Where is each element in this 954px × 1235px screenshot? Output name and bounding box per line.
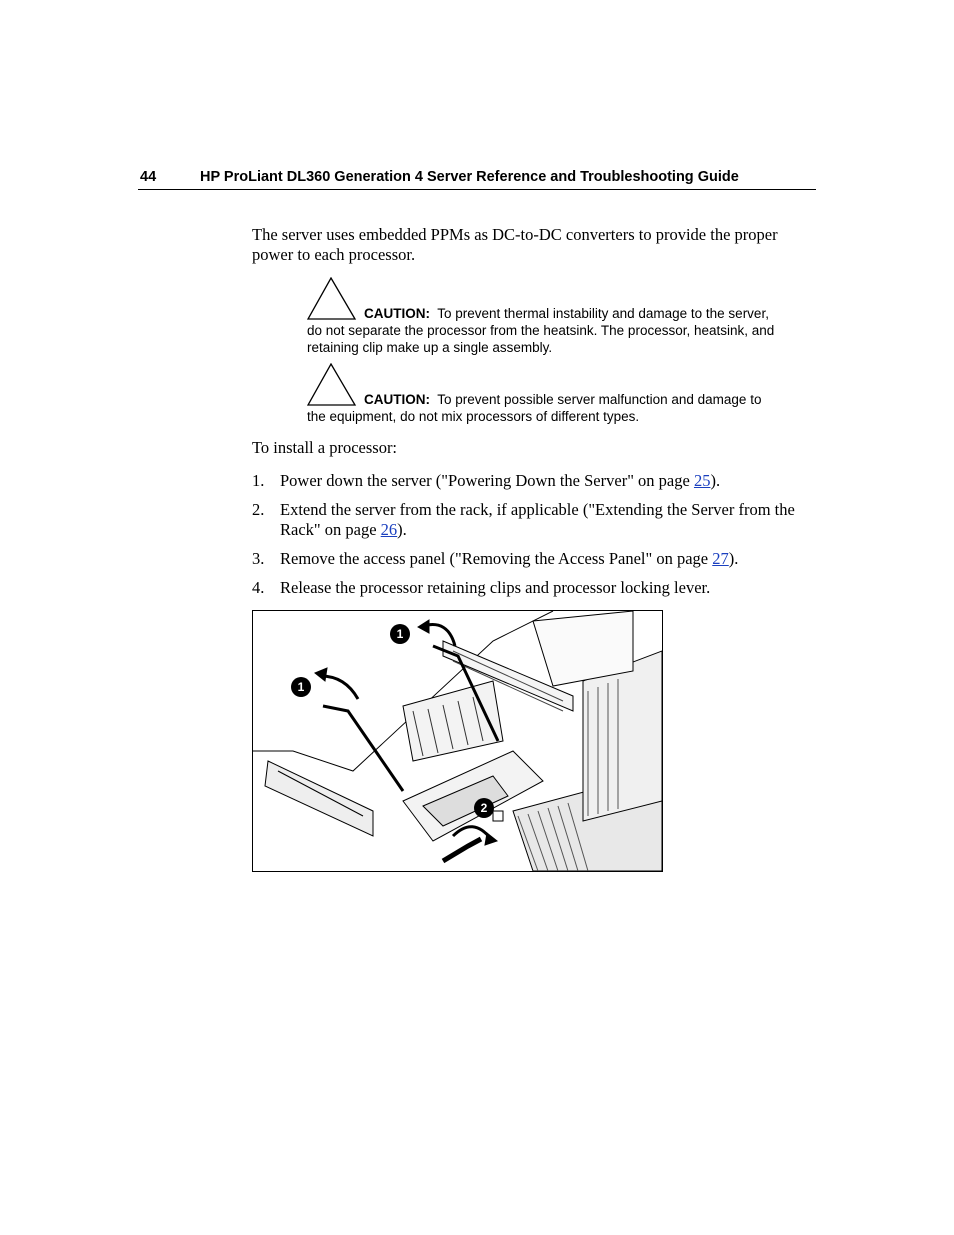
caution-text: To prevent thermal instability and damage to the server, do not separate the processor from the heatsink. The processor, heatsink, and retaining clip make up a single assembly.	[307, 306, 775, 355]
callout-number: 2	[474, 798, 494, 818]
page-header	[138, 169, 816, 190]
step-text: Remove the access panel ("Removing the Access Panel" on page	[280, 548, 713, 568]
step-number: 2.	[252, 500, 265, 519]
step-number: 3.	[252, 548, 265, 568]
callout-1-left	[291, 677, 311, 697]
callout-2	[474, 798, 494, 818]
page-link[interactable]: 27	[712, 548, 729, 568]
caution-label: CAUTION:	[364, 306, 430, 321]
procedure-intro: To install a processor:	[252, 438, 398, 457]
callout-number: 1	[291, 677, 311, 697]
callout-number: 1	[390, 624, 410, 644]
page-number: 44	[140, 169, 157, 185]
step-number: 1.	[252, 471, 265, 490]
intro-paragraph: The server uses embedded PPMs as DC-to-DC converters to provide the proper power to each processor.	[252, 225, 778, 264]
caution-text: To prevent possible server malfunction and damage to the equipment, do not mix processors of different types.	[307, 392, 762, 424]
page-link[interactable]: 26	[380, 519, 398, 539]
page-link[interactable]: 25	[693, 471, 711, 490]
caution-label: CAUTION:	[364, 392, 430, 407]
server-illustration	[253, 611, 662, 871]
step-text: Power down the server ("Powering Down the Server" on page	[280, 471, 694, 490]
step-item	[252, 471, 812, 491]
processor-release-figure	[252, 610, 663, 872]
guide-title: HP ProLiant DL360 Generation 4 Server Reference and Troubleshooting Guide	[200, 169, 739, 185]
procedure-steps	[252, 471, 812, 607]
step-text: Extend the server from the rack, if applicable ("Extending the Server from the Rack" on page	[280, 500, 795, 539]
step-item	[252, 549, 812, 569]
step-item	[252, 578, 812, 598]
step-text-end: ).	[397, 519, 407, 539]
step-text-end: ).	[728, 548, 739, 568]
step-item	[252, 500, 812, 539]
callout-1-right	[390, 624, 410, 644]
step-text: Release the processor retaining clips and processor locking lever.	[280, 577, 711, 597]
step-number: 4.	[252, 577, 265, 597]
step-text-end: ).	[710, 471, 721, 490]
